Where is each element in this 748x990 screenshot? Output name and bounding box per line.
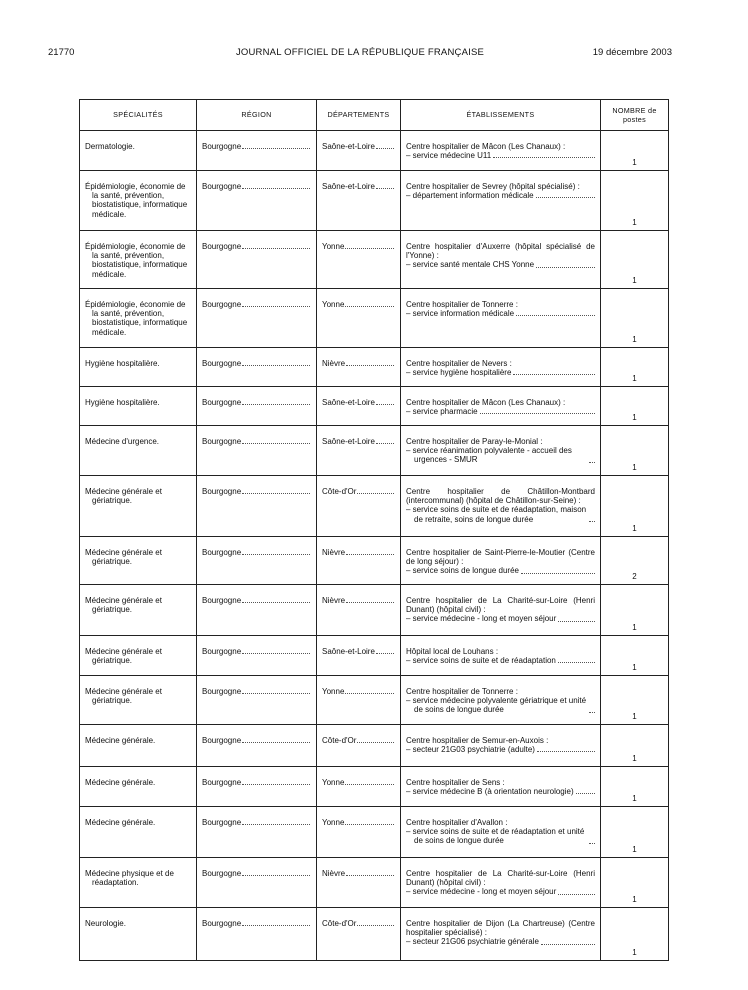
- cell-departement: [317, 725, 401, 767]
- table-row: [80, 289, 669, 348]
- dot-leader: [357, 742, 394, 743]
- cell-specialite: [80, 289, 197, 348]
- region-text: Bourgogne: [202, 142, 242, 151]
- cell-departement: [317, 767, 401, 807]
- etablissement-name: Centre hospitalier de Tonnerre :: [406, 300, 518, 309]
- dot-leader: [589, 712, 595, 713]
- dot-leader: [537, 751, 595, 752]
- cell-nombre-de-postes: 1: [601, 636, 669, 676]
- departement-text: Saône-et-Loire: [322, 142, 375, 151]
- table-row: [80, 131, 669, 171]
- cell-nombre-de-postes: 1: [601, 767, 669, 807]
- dot-leader: [242, 653, 310, 654]
- cell-specialite: [80, 171, 197, 231]
- cell-specialite: [80, 585, 197, 636]
- etablissement-service: – service réanimation polyvalente - accueil des urgences - SMUR: [406, 446, 572, 465]
- cell-etablissement: [401, 585, 601, 636]
- etablissement-service: – service médecine polyvalente gériatrique et unité de soins de longue durée: [406, 696, 587, 715]
- etablissement-service-line: [406, 614, 595, 623]
- cell-etablissement: [401, 725, 601, 767]
- dot-leader: [558, 621, 595, 622]
- cell-departement: [317, 908, 401, 961]
- dot-leader: [346, 365, 394, 366]
- dot-leader: [242, 784, 310, 785]
- cell-etablissement: [401, 807, 601, 858]
- etablissement-name: Centre hospitalier de Sens :: [406, 778, 505, 787]
- cell-departement: [317, 171, 401, 231]
- table-row: [80, 725, 669, 767]
- region-text: Bourgogne: [202, 437, 242, 446]
- table-row: [80, 908, 669, 961]
- region-text: Bourgogne: [202, 487, 242, 496]
- dot-leader: [242, 824, 310, 825]
- region-text: Bourgogne: [202, 182, 242, 191]
- specialite-text: Dermatologie.: [85, 142, 135, 151]
- departement-text: Yonne: [322, 300, 345, 309]
- cell-specialite: [80, 537, 197, 585]
- dot-leader: [376, 404, 394, 405]
- column-header-region: RÉGION: [197, 100, 317, 131]
- cell-departement: [317, 387, 401, 426]
- region-text: Bourgogne: [202, 398, 242, 407]
- dot-leader: [242, 188, 310, 189]
- cell-nombre-de-postes: 1: [601, 676, 669, 725]
- dot-leader: [242, 602, 310, 603]
- specialite-text: Neurologie.: [85, 919, 126, 928]
- region-text: Bourgogne: [202, 548, 242, 557]
- region-text: Bourgogne: [202, 359, 242, 368]
- cell-nombre-de-postes: 1: [601, 231, 669, 289]
- dot-leader: [345, 784, 394, 785]
- specialite-text: Hygiène hospitalière.: [85, 398, 160, 407]
- cell-etablissement: [401, 131, 601, 171]
- specialite-text: Médecine générale et gériatrique.: [85, 647, 162, 666]
- dot-leader: [357, 493, 394, 494]
- dot-leader: [242, 365, 310, 366]
- cell-departement: [317, 289, 401, 348]
- dot-leader: [536, 197, 595, 198]
- cell-departement: [317, 348, 401, 387]
- etablissement-service-line: [406, 656, 595, 665]
- cell-etablissement: [401, 858, 601, 908]
- region-text: Bourgogne: [202, 818, 242, 827]
- etablissement-service: – service pharmacie: [406, 407, 478, 417]
- dot-leader: [493, 157, 595, 158]
- table-row: [80, 636, 669, 676]
- etablissement-name: Hôpital local de Louhans :: [406, 647, 499, 656]
- etablissement-service: – service information médicale: [406, 309, 515, 319]
- etablissement-service: – service hygiène hospitalière: [406, 368, 512, 378]
- dot-leader: [589, 843, 595, 844]
- cell-etablissement: [401, 537, 601, 585]
- cell-etablissement: [401, 676, 601, 725]
- cell-nombre-de-postes: 1: [601, 348, 669, 387]
- specialite-text: Épidémiologie, économie de la santé, prévention, biostatistique, informatique médicale.: [85, 182, 188, 219]
- departement-text: Yonne: [322, 778, 345, 787]
- etablissement-service-line: [406, 446, 595, 464]
- cell-region: [197, 725, 317, 767]
- etablissement-service: – secteur 21G06 psychiatrie générale: [406, 937, 539, 947]
- cell-etablissement: [401, 348, 601, 387]
- cell-specialite: [80, 231, 197, 289]
- etablissement-service-line: [406, 309, 595, 318]
- specialite-text: Médecine d'urgence.: [85, 437, 160, 446]
- etablissement-service-line: [406, 407, 595, 416]
- cell-specialite: [80, 636, 197, 676]
- region-text: Bourgogne: [202, 300, 242, 309]
- cell-departement: [317, 676, 401, 725]
- table-row: [80, 807, 669, 858]
- cell-departement: [317, 585, 401, 636]
- cell-specialite: [80, 387, 197, 426]
- cell-departement: [317, 131, 401, 171]
- etablissement-name: Centre hospitalier de Sevrey (hôpital spécialisé) :: [406, 182, 580, 191]
- etablissement-service-line: [406, 566, 595, 575]
- cell-nombre-de-postes: 1: [601, 131, 669, 171]
- table-row: [80, 476, 669, 537]
- etablissement-service: – service soins de longue durée: [406, 566, 519, 576]
- cell-region: [197, 807, 317, 858]
- cell-nombre-de-postes: 1: [601, 858, 669, 908]
- cell-specialite: [80, 676, 197, 725]
- cell-specialite: [80, 767, 197, 807]
- departement-text: Côte-d'Or: [322, 919, 357, 928]
- dot-leader: [242, 443, 310, 444]
- specialite-text: Médecine générale et gériatrique.: [85, 596, 162, 615]
- table-row: [80, 537, 669, 585]
- dot-leader: [536, 267, 595, 268]
- etablissement-service: – secteur 21G03 psychiatrie (adulte): [406, 745, 535, 755]
- region-text: Bourgogne: [202, 778, 242, 787]
- departement-text: Yonne: [322, 687, 345, 696]
- region-text: Bourgogne: [202, 242, 242, 251]
- dot-leader: [242, 248, 310, 249]
- dot-leader: [376, 653, 394, 654]
- region-text: Bourgogne: [202, 869, 242, 878]
- dot-leader: [242, 875, 310, 876]
- cell-nombre-de-postes: 1: [601, 908, 669, 961]
- etablissement-service: – département information médicale: [406, 191, 534, 201]
- specialite-text: Médecine générale et gériatrique.: [85, 687, 162, 706]
- etablissement-service-line: [406, 260, 595, 269]
- cell-departement: [317, 426, 401, 476]
- etablissement-name: Centre hospitalier de Semur-en-Auxois :: [406, 736, 549, 745]
- specialite-text: Épidémiologie, économie de la santé, prévention, biostatistique, informatique médicale.: [85, 300, 188, 337]
- etablissement-name: Centre hospitalier d'Avallon :: [406, 818, 508, 827]
- etablissement-service-line: [406, 937, 595, 946]
- cell-etablissement: [401, 426, 601, 476]
- specialite-text: Médecine physique et de réadaptation.: [85, 869, 174, 888]
- page-number: 21770: [48, 47, 75, 58]
- cell-etablissement: [401, 289, 601, 348]
- cell-region: [197, 476, 317, 537]
- etablissement-name: Centre hospitalier de Nevers :: [406, 359, 512, 368]
- departement-text: Yonne: [322, 818, 345, 827]
- cell-nombre-de-postes: 1: [601, 387, 669, 426]
- etablissement-name: Centre hospitalier de Tonnerre :: [406, 687, 518, 696]
- cell-region: [197, 426, 317, 476]
- departement-text: Côte-d'Or: [322, 487, 357, 496]
- etablissement-name: Centre hospitalier d'Auxerre (hôpital spécialisé de l'Yonne) :: [406, 242, 595, 261]
- cell-nombre-de-postes: 1: [601, 426, 669, 476]
- dot-leader: [242, 306, 310, 307]
- cell-nombre-de-postes: 1: [601, 585, 669, 636]
- cell-etablissement: [401, 387, 601, 426]
- table-row: [80, 676, 669, 725]
- cell-etablissement: [401, 767, 601, 807]
- cell-nombre-de-postes: 1: [601, 289, 669, 348]
- specialite-text: Médecine générale.: [85, 736, 156, 745]
- cell-departement: [317, 858, 401, 908]
- etablissement-service: – service soins de suite et de réadaptation et unité de soins de longue durée: [406, 827, 585, 846]
- departement-text: Nièvre: [322, 359, 346, 368]
- etablissement-service: – service médecine - long et moyen séjour: [406, 614, 557, 624]
- etablissement-service-line: [406, 696, 595, 714]
- departement-text: Côte-d'Or: [322, 736, 357, 745]
- etablissement-name: Centre hospitalier de Mâcon (Les Chanaux) :: [406, 142, 566, 151]
- dot-leader: [357, 925, 394, 926]
- dot-leader: [242, 742, 310, 743]
- specialite-text: Épidémiologie, économie de la santé, prévention, biostatistique, informatique médicale.: [85, 242, 188, 279]
- cell-etablissement: [401, 171, 601, 231]
- table-row: [80, 348, 669, 387]
- cell-etablissement: [401, 476, 601, 537]
- region-text: Bourgogne: [202, 736, 242, 745]
- etablissement-service-line: [406, 887, 595, 896]
- region-text: Bourgogne: [202, 596, 242, 605]
- dot-leader: [576, 793, 595, 794]
- cell-region: [197, 858, 317, 908]
- cell-region: [197, 231, 317, 289]
- table-row: [80, 231, 669, 289]
- cell-specialite: [80, 807, 197, 858]
- dot-leader: [242, 925, 310, 926]
- page-header: [48, 47, 672, 61]
- dot-leader: [346, 875, 394, 876]
- specialite-text: Médecine générale et gériatrique.: [85, 487, 162, 506]
- cell-region: [197, 908, 317, 961]
- cell-nombre-de-postes: 1: [601, 171, 669, 231]
- specialite-text: Médecine générale et gériatrique.: [85, 548, 162, 567]
- etablissement-name: Centre hospitalier de Saint-Pierre-le-Moutier (Centre de long séjour) :: [406, 548, 595, 567]
- etablissement-name: Centre hospitalier de Dijon (La Chartreuse) (Centre hospitalier spécialisé) :: [406, 919, 595, 938]
- column-header-nombre-de-postes: NOMBRE de postes: [601, 100, 669, 131]
- cell-nombre-de-postes: 1: [601, 725, 669, 767]
- dot-leader: [376, 443, 394, 444]
- publication-date: 19 décembre 2003: [592, 47, 672, 58]
- etablissement-service-line: [406, 827, 595, 845]
- cell-region: [197, 676, 317, 725]
- dot-leader: [589, 521, 595, 522]
- etablissement-service: – service médecine U11: [406, 151, 492, 161]
- dot-leader: [558, 662, 595, 663]
- dot-leader: [345, 824, 394, 825]
- cell-specialite: [80, 131, 197, 171]
- etablissement-service: – service médecine B (à orientation neurologie): [406, 787, 574, 797]
- etablissement-service: – service santé mentale CHS Yonne: [406, 260, 535, 270]
- etablissement-name: Centre hospitalier de Paray-le-Monial :: [406, 437, 543, 446]
- cell-specialite: [80, 426, 197, 476]
- departement-text: Saône-et-Loire: [322, 182, 375, 191]
- dot-leader: [346, 554, 394, 555]
- cell-region: [197, 131, 317, 171]
- cell-departement: [317, 807, 401, 858]
- departement-text: Nièvre: [322, 596, 346, 605]
- dot-leader: [242, 404, 310, 405]
- dot-leader: [541, 944, 595, 945]
- dot-leader: [558, 894, 595, 895]
- dot-leader: [376, 188, 394, 189]
- etablissement-service: – service soins de suite et de réadaptation: [406, 656, 556, 666]
- table-row: [80, 171, 669, 231]
- table-row: [80, 387, 669, 426]
- departement-text: Nièvre: [322, 869, 346, 878]
- etablissement-service: – service médecine - long et moyen séjour: [406, 887, 557, 897]
- etablissement-service-line: [406, 505, 595, 523]
- dot-leader: [242, 148, 310, 149]
- table-row: [80, 585, 669, 636]
- departement-text: Saône-et-Loire: [322, 437, 375, 446]
- etablissement-name: Centre hospitalier de La Charité-sur-Loire (Henri Dunant) (hôpital civil) :: [406, 596, 595, 615]
- column-header-specialites: SPÉCIALITÉS: [80, 100, 197, 131]
- departement-text: Yonne: [322, 242, 345, 251]
- table-row: [80, 426, 669, 476]
- cell-specialite: [80, 908, 197, 961]
- cell-departement: [317, 476, 401, 537]
- cell-region: [197, 537, 317, 585]
- dot-leader: [242, 554, 310, 555]
- cell-region: [197, 289, 317, 348]
- cell-region: [197, 171, 317, 231]
- cell-departement: [317, 636, 401, 676]
- dot-leader: [345, 693, 394, 694]
- etablissement-service-line: [406, 745, 595, 754]
- etablissement-service: – service soins de suite et de réadaptation, maison de retraite, soins de longue durée: [406, 505, 587, 524]
- cell-region: [197, 348, 317, 387]
- dot-leader: [242, 693, 310, 694]
- table-row: [80, 858, 669, 908]
- etablissement-name: Centre hospitalier de Mâcon (Les Chanaux) :: [406, 398, 566, 407]
- cell-departement: [317, 231, 401, 289]
- region-text: Bourgogne: [202, 647, 242, 656]
- region-text: Bourgogne: [202, 687, 242, 696]
- specialite-text: Médecine générale.: [85, 778, 156, 787]
- dot-leader: [242, 493, 310, 494]
- cell-etablissement: [401, 908, 601, 961]
- table-header-row: [80, 100, 669, 131]
- dot-leader: [376, 148, 394, 149]
- dot-leader: [516, 315, 595, 316]
- cell-departement: [317, 537, 401, 585]
- departement-text: Nièvre: [322, 548, 346, 557]
- specialite-text: Médecine générale.: [85, 818, 156, 827]
- dot-leader: [346, 602, 394, 603]
- dot-leader: [513, 374, 595, 375]
- cell-specialite: [80, 348, 197, 387]
- departement-text: Saône-et-Loire: [322, 647, 375, 656]
- journal-title: JOURNAL OFFICIEL DE LA RÉPUBLIQUE FRANÇAISE: [235, 47, 485, 58]
- dot-leader: [480, 413, 595, 414]
- etablissement-service-line: [406, 368, 595, 377]
- region-text: Bourgogne: [202, 919, 242, 928]
- dot-leader: [345, 306, 394, 307]
- cell-specialite: [80, 725, 197, 767]
- departement-text: Saône-et-Loire: [322, 398, 375, 407]
- column-header-departements: DÉPARTEMENTS: [317, 100, 401, 131]
- dot-leader: [589, 462, 595, 463]
- cell-region: [197, 585, 317, 636]
- cell-etablissement: [401, 636, 601, 676]
- column-header-etablissements: ÉTABLISSEMENTS: [401, 100, 601, 131]
- etablissement-name: Centre hospitalier de Châtillon-Montbard (intercommunal) (hôpital de Châtillon-sur-Seine) :: [406, 487, 595, 506]
- postes-table: [79, 99, 669, 961]
- cell-specialite: [80, 858, 197, 908]
- etablissement-service-line: [406, 787, 595, 796]
- etablissement-name: Centre hospitalier de La Charité-sur-Loire (Henri Dunant) (hôpital civil) :: [406, 869, 595, 888]
- dot-leader: [521, 573, 595, 574]
- specialite-text: Hygiène hospitalière.: [85, 359, 160, 368]
- cell-nombre-de-postes: 1: [601, 807, 669, 858]
- cell-region: [197, 767, 317, 807]
- cell-nombre-de-postes: 1: [601, 476, 669, 537]
- cell-etablissement: [401, 231, 601, 289]
- cell-specialite: [80, 476, 197, 537]
- dot-leader: [345, 248, 394, 249]
- cell-region: [197, 636, 317, 676]
- etablissement-service-line: [406, 191, 595, 200]
- cell-nombre-de-postes: 2: [601, 537, 669, 585]
- cell-region: [197, 387, 317, 426]
- table-row: [80, 767, 669, 807]
- etablissement-service-line: [406, 151, 595, 160]
